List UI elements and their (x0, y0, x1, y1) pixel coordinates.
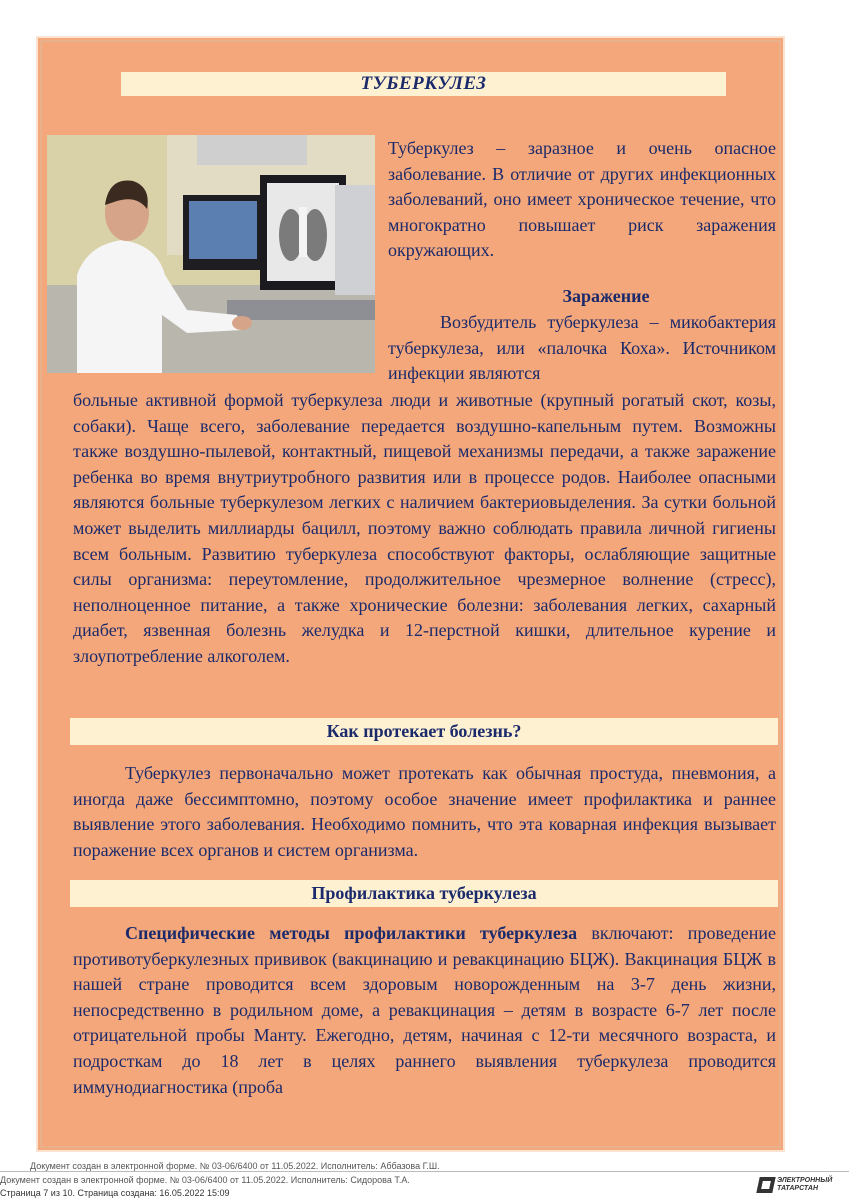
logo-text-2: ТАТАРСТАН (777, 1185, 818, 1192)
intro-paragraph: Туберкулез – заразное и очень опасное заболевание. В отличие от других инфекционных заболеваний, оно имеет хроническое течение, что многократно повышает риск заражения окружающих. (388, 138, 776, 261)
course-heading: Как протекает болезнь? (70, 718, 778, 745)
prevention-heading: Профилактика туберкулеза (70, 880, 778, 907)
course-paragraph: Туберкулез первоначально может протекать как обычная простуда, пневмония, а иногда даже бессимптомно, поэтому особое значение имеет профилактика и раннее выявление этого заболевания. Необходимо помнить, что эта коварная инфекция вызывает поражение всех органов и систем организма. (73, 763, 776, 860)
doctor-xray-photo (47, 135, 375, 373)
logo-text-1: ЭЛЕКТРОННЫЙ (777, 1177, 833, 1184)
page-title: ТУБЕРКУЛЕЗ (121, 72, 726, 96)
footer-page-info: Страница 7 из 10. Страница создана: 16.05.2022 15:09 (0, 1188, 230, 1198)
infection-heading: Заражение (562, 286, 650, 306)
document-footer (0, 1152, 849, 1200)
prevention-paragraph (73, 921, 776, 1100)
logo-mark-icon (756, 1177, 775, 1193)
infection-paragraph: больные активной формой туберкулеза люди и животные (крупный рогатый скот, козы, собаки). Чаще всего, заболевание передается воздушно-капельным путем. Возможны также воздушно-пылевой, контактный, пищевой механизмы передачи, а также заражение ребенка во время внутриутробного развития или в процессе родов. Наиболее опасными являются больные туберкулезом легких с наличием бактериовыделения. За сутки больной может выделить миллиарды бацилл, поэтому важно соблюдать правила личной гигиены всем больным. Развитию туберкулеза способствуют факторы, ослабляющие защитные силы организма: переутомление, продолжительное чрезмерное волнение (стресс), неполноценное питание, а также хронические болезни: заболевания легких, сахарный диабет, язвенная болезнь желудка и 12-перстной кишки, длительное курение и злоупотребление алкоголем. (73, 390, 776, 666)
doctor-xray-illustration (47, 135, 375, 373)
prevention-bold-lead: Специфические методы профилактики туберкулеза (125, 923, 578, 943)
footer-line-1: Документ создан в электронной форме. № 03-06/6400 от 11.05.2022. Исполнитель: Аббазова Г.Ш. (30, 1161, 440, 1171)
prevention-text: включают: проведение противотуберкулезных прививок (вакцинацию и ревакцинацию БЦЖ). Вакцинация БЦЖ в нашей стране проводится всем здоровым новорожденным на 3-7 день жизни, непосредственно в родильном доме, а ревакцинация – детям в возрасте 6-7 лет после отрицательной пробы Манту. Ежегодно, детям, начиная с 12-ти месячного возраста, и подросткам до 18 лет в целях раннего выявления туберкулеза проводится иммунодиагностика (проба (73, 923, 776, 1097)
footer-divider (0, 1171, 849, 1172)
electronic-tatarstan-logo (758, 1174, 844, 1196)
infection-paragraph-top: Возбудитель туберкулеза – микобактерия туберкулеза, или «палочка Коха». Источником инфекции являются (388, 312, 776, 384)
footer-line-2: Документ создан в электронной форме. № 03-06/6400 от 11.05.2022. Исполнитель: Сидорова Т.А. (0, 1175, 410, 1185)
